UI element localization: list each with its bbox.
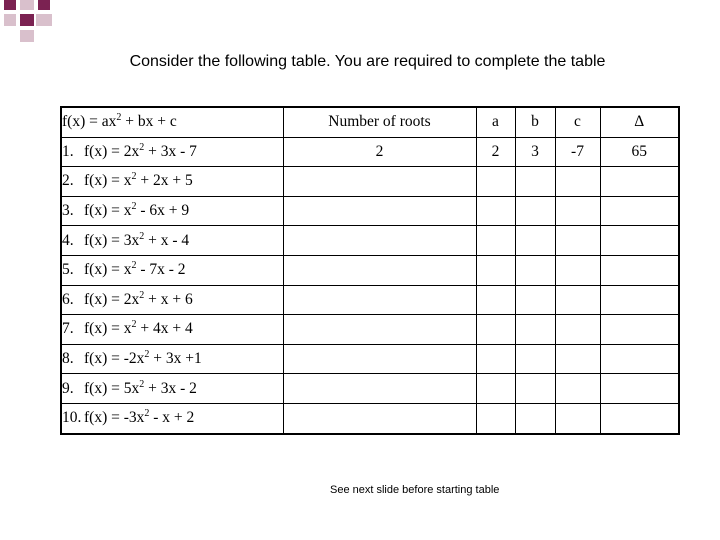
- c-cell: [555, 344, 600, 374]
- function-exponent: 2: [144, 349, 150, 361]
- roots-cell: [283, 226, 476, 256]
- a-cell: [476, 403, 515, 433]
- function-exponent: 2: [131, 171, 137, 183]
- table-row: [61, 315, 679, 345]
- b-cell: [515, 137, 555, 167]
- roots-cell: [283, 403, 476, 433]
- function-text: f(x) = 3x: [84, 231, 140, 249]
- function-exponent: 2: [139, 141, 145, 153]
- function-text: - 6x + 9: [136, 202, 190, 220]
- table-row: [61, 403, 679, 433]
- function-text: + 3x +1: [149, 350, 202, 368]
- quadratic-table: [60, 106, 680, 435]
- header-b: [515, 107, 555, 137]
- function-cell: [61, 315, 283, 345]
- a-cell: [476, 137, 515, 167]
- delta-cell: [600, 137, 679, 167]
- function-exponent: 2: [139, 230, 145, 242]
- b-cell: [515, 374, 555, 404]
- a-cell: [476, 196, 515, 226]
- function-cell: [61, 137, 283, 167]
- delta-cell: [600, 374, 679, 404]
- b-cell: [515, 255, 555, 285]
- function-text: f(x) = -2x: [84, 350, 145, 368]
- function-text: + 2x + 5: [136, 172, 193, 190]
- function-cell: [61, 344, 283, 374]
- row-index: 2.: [62, 172, 74, 190]
- b-cell: [515, 167, 555, 197]
- function-exponent: 2: [139, 378, 145, 390]
- a-cell: [476, 255, 515, 285]
- delta-value: 65: [631, 142, 647, 160]
- row-index: 5.: [62, 261, 74, 279]
- header-c: [555, 107, 600, 137]
- function-cell: [61, 196, 283, 226]
- table-row: [61, 285, 679, 315]
- function-text: + 3x - 2: [144, 379, 197, 397]
- function-exponent: 2: [131, 319, 137, 331]
- function-exponent: 2: [131, 201, 137, 213]
- a-cell: [476, 167, 515, 197]
- header-b-label: b: [531, 113, 539, 131]
- row-index: 4.: [62, 231, 74, 249]
- delta-cell: [600, 285, 679, 315]
- c-cell: [555, 226, 600, 256]
- function-cell: [61, 167, 283, 197]
- corner-square: [36, 14, 52, 26]
- roots-value: 2: [375, 142, 384, 160]
- table-row: [61, 255, 679, 285]
- function-text: + bx + c: [121, 113, 177, 131]
- b-value: 3: [531, 142, 539, 160]
- b-cell: [515, 226, 555, 256]
- c-cell: [555, 403, 600, 433]
- function-text: - x + 2: [149, 409, 195, 427]
- c-cell: [555, 255, 600, 285]
- roots-cell: [283, 315, 476, 345]
- row-index: 9.: [62, 379, 74, 397]
- header-roots: [283, 107, 476, 137]
- a-cell: [476, 374, 515, 404]
- delta-cell: [600, 403, 679, 433]
- header-row: [61, 107, 679, 137]
- a-cell: [476, 226, 515, 256]
- b-cell: [515, 196, 555, 226]
- table-row: [61, 226, 679, 256]
- roots-cell: [283, 167, 476, 197]
- a-cell: [476, 315, 515, 345]
- a-cell: [476, 344, 515, 374]
- header-function: [61, 107, 283, 137]
- roots-cell: [283, 255, 476, 285]
- row-index: 1.: [62, 142, 74, 160]
- a-cell: [476, 285, 515, 315]
- header-roots-label: Number of roots: [328, 113, 431, 131]
- function-text: - 7x - 2: [136, 261, 186, 279]
- table-row: [61, 344, 679, 374]
- row-index: 3.: [62, 202, 74, 220]
- table-row: [61, 167, 679, 197]
- function-text: f(x) = 2x: [84, 142, 140, 160]
- row-index: 6.: [62, 290, 74, 308]
- corner-square: [20, 30, 34, 42]
- header-delta-label: Δ: [634, 113, 645, 131]
- delta-cell: [600, 255, 679, 285]
- header-c-label: c: [574, 113, 581, 131]
- row-index: 7.: [62, 320, 74, 338]
- header-a: [476, 107, 515, 137]
- function-cell: [61, 226, 283, 256]
- roots-cell: [283, 374, 476, 404]
- header-a-label: a: [492, 113, 499, 131]
- c-cell: [555, 137, 600, 167]
- c-cell: [555, 196, 600, 226]
- function-exponent: 2: [144, 408, 150, 420]
- function-text: f(x) = x: [84, 172, 132, 190]
- corner-square: [4, 14, 16, 26]
- function-cell: [61, 255, 283, 285]
- corner-square: [20, 14, 34, 26]
- c-cell: [555, 285, 600, 315]
- c-value: -7: [571, 142, 584, 160]
- roots-cell: [283, 196, 476, 226]
- corner-square: [20, 0, 34, 10]
- function-exponent: 2: [116, 112, 122, 124]
- delta-cell: [600, 167, 679, 197]
- row-index: 10.: [62, 409, 82, 427]
- delta-cell: [600, 226, 679, 256]
- corner-decoration: [0, 0, 60, 45]
- page-title: Consider the following table. You are required to complete the table: [129, 53, 606, 70]
- row-index: 8.: [62, 350, 74, 368]
- corner-square: [4, 0, 16, 10]
- c-cell: [555, 374, 600, 404]
- function-text: f(x) = x: [84, 320, 132, 338]
- function-text: f(x) = x: [84, 202, 132, 220]
- function-exponent: 2: [139, 289, 145, 301]
- c-cell: [555, 315, 600, 345]
- function-text: f(x) = x: [84, 261, 132, 279]
- b-cell: [515, 315, 555, 345]
- table-row: [61, 196, 679, 226]
- function-cell: [61, 374, 283, 404]
- roots-cell: [283, 137, 476, 167]
- function-text: f(x) = -3x: [84, 409, 145, 427]
- function-cell: [61, 403, 283, 433]
- function-text: + x + 6: [144, 290, 193, 308]
- delta-cell: [600, 344, 679, 374]
- c-cell: [555, 167, 600, 197]
- roots-cell: [283, 285, 476, 315]
- delta-cell: [600, 196, 679, 226]
- function-text: + 4x + 4: [136, 320, 193, 338]
- header-delta: [600, 107, 679, 137]
- b-cell: [515, 344, 555, 374]
- function-text: + 3x - 7: [144, 142, 197, 160]
- function-text: + x - 4: [144, 231, 190, 249]
- table-row: [61, 137, 679, 167]
- b-cell: [515, 285, 555, 315]
- function-text: f(x) = ax: [62, 113, 117, 131]
- b-cell: [515, 403, 555, 433]
- roots-cell: [283, 344, 476, 374]
- table-row: [61, 374, 679, 404]
- footer-note: See next slide before starting table: [330, 484, 500, 496]
- function-cell: [61, 285, 283, 315]
- function-text: f(x) = 2x: [84, 290, 140, 308]
- function-text: f(x) = 5x: [84, 379, 140, 397]
- a-value: 2: [491, 142, 500, 160]
- delta-cell: [600, 315, 679, 345]
- corner-square: [38, 0, 50, 10]
- function-exponent: 2: [131, 260, 137, 272]
